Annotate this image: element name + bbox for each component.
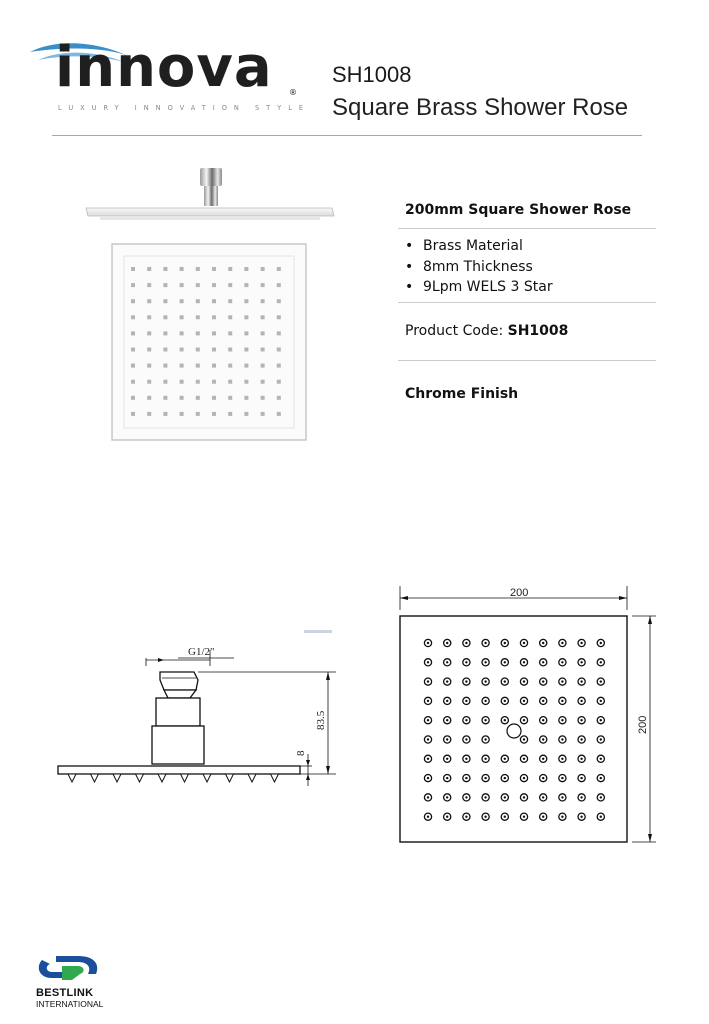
finish-label: Chrome Finish [405,386,519,402]
nozzle-core [561,738,563,740]
nozzle [180,348,184,352]
nozzle-core [542,680,544,682]
nozzle [163,267,167,271]
nozzle-core [580,661,582,663]
nozzle-core [427,738,429,740]
nozzle-core [542,777,544,779]
nozzle [277,267,281,271]
nozzle [212,396,216,400]
nozzle-core [446,642,448,644]
nozzle-core [542,738,544,740]
nozzle-core [561,661,563,663]
nozzle-core [484,758,486,760]
nozzle-core [504,680,506,682]
width-dimension-label: 200 [510,587,529,599]
nozzle-core [427,796,429,798]
height-dimension-label: 83.5 [315,710,327,730]
nozzle [196,299,200,303]
nozzle [244,299,248,303]
nozzle-core [446,719,448,721]
nozzle [261,364,265,368]
nozzle-core [484,680,486,682]
nozzle [163,283,167,287]
nozzle-core [580,796,582,798]
nozzle-core [580,700,582,702]
nozzle-core [484,700,486,702]
nozzle-core [446,777,448,779]
feature-item: • 9Lpm WELS 3 Star [405,277,553,298]
nozzle [277,315,281,319]
nozzle [131,331,135,335]
nozzle-core [523,719,525,721]
depth-dimension-label: 200 [637,715,649,734]
bestlink-sub: INTERNATIONAL [36,999,104,1009]
nozzle [180,299,184,303]
nozzle-core [561,777,563,779]
nozzle-core [561,796,563,798]
nozzle-core [580,777,582,779]
nozzle-core [580,816,582,818]
nozzle [261,267,265,271]
nozzle [228,315,232,319]
nozzle-core [542,796,544,798]
nozzle [196,331,200,335]
product-code-label: Product Code: [405,323,508,339]
nozzle-core [446,758,448,760]
nozzle [163,315,167,319]
nozzle-core [561,680,563,682]
nozzle-core [600,700,602,702]
nozzle [131,283,135,287]
nozzle [196,380,200,384]
nozzle [212,364,216,368]
spec-divider [398,228,656,229]
nozzle [261,380,265,384]
nozzle-profile [158,774,166,782]
nozzle [212,283,216,287]
nozzle [147,299,151,303]
spec-divider [398,302,656,303]
nozzle [147,364,151,368]
nozzle-profile [136,774,144,782]
nozzle [277,380,281,384]
nozzle [196,364,200,368]
product-code-value: SH1008 [507,323,569,339]
nozzle-core [465,642,467,644]
bestlink-name: BESTLINK [36,987,94,999]
nozzle-core [600,642,602,644]
nozzle [212,412,216,416]
nozzle-core [523,758,525,760]
nozzle [131,315,135,319]
nozzle [147,283,151,287]
nozzle [244,315,248,319]
nozzle [244,412,248,416]
nozzle [131,267,135,271]
nozzle-core [523,738,525,740]
nozzle-core [484,661,486,663]
spec-heading: 200mm Square Shower Rose [405,202,632,218]
nozzle-core [523,777,525,779]
thread-dimension-label: G1/2" [188,646,215,658]
nozzle [147,412,151,416]
nozzle [163,348,167,352]
nozzle [228,331,232,335]
nozzle [277,348,281,352]
nozzle [196,267,200,271]
nozzle [261,315,265,319]
nozzle [277,283,281,287]
nozzle-core [523,700,525,702]
top-view-drawing [392,580,672,860]
nozzle-profile [113,774,121,782]
nozzle-core [484,796,486,798]
nozzle [163,364,167,368]
nozzle-core [580,680,582,682]
nozzle-core [504,642,506,644]
nozzle-core [504,661,506,663]
nozzle-core [523,642,525,644]
nozzle-core [561,700,563,702]
nozzle [131,348,135,352]
nozzle [261,348,265,352]
nozzle-core [504,796,506,798]
nozzle-core [600,777,602,779]
nozzle [244,283,248,287]
nozzle [228,299,232,303]
nozzle-core [542,719,544,721]
brand-wordmark: innova [55,35,273,100]
nozzle [277,412,281,416]
nozzle [244,396,248,400]
registered-mark: ® [289,88,297,97]
nozzle [228,267,232,271]
nozzle-core [504,758,506,760]
nozzle [261,412,265,416]
nozzle-core [542,700,544,702]
nozzle [147,267,151,271]
nozzle-profiles [68,774,279,782]
nozzle [244,331,248,335]
nozzle [131,299,135,303]
nozzle-core [523,661,525,663]
nozzle [228,364,232,368]
nozzle [163,331,167,335]
nozzle [212,299,216,303]
nozzle-core [427,758,429,760]
header-divider [52,135,642,136]
nozzle [163,412,167,416]
nozzle-core [427,816,429,818]
nozzle-core [465,738,467,740]
nozzle [147,331,151,335]
nozzle-profile [181,774,189,782]
product-name-title: Square Brass Shower Rose [332,94,629,121]
nozzle [180,412,184,416]
nozzle-core [600,719,602,721]
nozzle [244,380,248,384]
nozzle [212,348,216,352]
nozzle-core [542,661,544,663]
nozzle-core [446,661,448,663]
nozzle-core [523,816,525,818]
product-code-line [405,323,568,339]
nozzle-core [465,700,467,702]
nozzle [180,364,184,368]
nozzle-core [465,719,467,721]
nozzle-core [465,777,467,779]
nozzle-core [484,719,486,721]
nozzle-profile [203,774,211,782]
nozzle [261,283,265,287]
nozzle [228,412,232,416]
nozzle-core [427,777,429,779]
nozzle [277,364,281,368]
nozzle-core [504,777,506,779]
nozzle-core [600,796,602,798]
nozzle-core [446,738,448,740]
brand-tagline: LUXURY INNOVATION STYLE [58,104,311,112]
nozzle-profile [271,774,279,782]
nozzle-core [427,680,429,682]
nozzle-core [523,796,525,798]
nozzle [131,412,135,416]
nozzle-core [465,680,467,682]
nozzle-core [484,816,486,818]
nozzle [180,315,184,319]
nozzle [180,380,184,384]
nozzle-core [561,758,563,760]
nozzle-core [427,700,429,702]
nozzle-core [446,816,448,818]
nozzle [196,412,200,416]
nozzle-profile [248,774,256,782]
nozzle [261,331,265,335]
nozzle-core [465,796,467,798]
nozzle-core [580,758,582,760]
nozzle-core [542,758,544,760]
nozzle [212,380,216,384]
nozzle-profile [68,774,76,782]
nozzle-core [561,642,563,644]
nozzle-core [484,777,486,779]
center-nozzle [507,724,521,738]
nozzle-profile [226,774,234,782]
nozzle-core [542,642,544,644]
nozzle [163,299,167,303]
bestlink-logo [34,950,104,986]
nozzle-core [600,816,602,818]
nozzle [196,315,200,319]
nozzle-core [542,816,544,818]
nozzle-core [446,700,448,702]
nozzle-core [427,719,429,721]
product-photo [80,160,350,450]
nozzle-core [600,661,602,663]
nozzle [131,380,135,384]
nozzle-core [561,816,563,818]
nozzle-core [523,680,525,682]
nozzle [228,380,232,384]
side-elevation-drawing [50,620,350,800]
nozzle [212,267,216,271]
nozzle [244,267,248,271]
nozzle-core [427,642,429,644]
nozzle [147,315,151,319]
nozzle-core [580,719,582,721]
nozzle-profile [91,774,99,782]
nozzle [196,348,200,352]
nozzle [228,396,232,400]
thickness-dimension-label: 8 [295,750,307,756]
nozzle-core [504,719,506,721]
nozzle [212,331,216,335]
nozzle [131,396,135,400]
nozzle-core [600,680,602,682]
nozzle-core [465,661,467,663]
nozzle-core [446,796,448,798]
nozzle [147,380,151,384]
nozzle [180,331,184,335]
nozzle [180,283,184,287]
product-code-title: SH1008 [332,62,412,87]
nozzle [277,331,281,335]
nozzle-core [465,816,467,818]
spec-divider [398,360,656,361]
nozzle-core [600,738,602,740]
nozzle [180,267,184,271]
feature-item: • Brass Material [405,236,553,257]
nozzle-core [484,738,486,740]
nozzle-core [504,816,506,818]
nozzle-core [504,700,506,702]
nozzle [147,396,151,400]
nozzle [163,396,167,400]
nozzle [261,396,265,400]
feature-list [405,236,553,298]
nozzle [163,380,167,384]
nozzle [277,396,281,400]
nozzle-core [427,661,429,663]
nozzle [196,283,200,287]
nozzle [196,396,200,400]
nozzle-core [465,758,467,760]
nozzle-core [600,758,602,760]
nozzle [228,348,232,352]
nozzle [277,299,281,303]
nozzle [228,283,232,287]
nozzle [261,299,265,303]
nozzle [212,315,216,319]
nozzle [147,348,151,352]
nozzle [131,364,135,368]
nozzle-core [561,719,563,721]
feature-item: • 8mm Thickness [405,257,553,278]
nozzle-core [484,642,486,644]
nozzle [180,396,184,400]
nozzle-core [580,738,582,740]
nozzle [244,348,248,352]
nozzle [244,364,248,368]
nozzle-core [446,680,448,682]
nozzle-core [580,642,582,644]
